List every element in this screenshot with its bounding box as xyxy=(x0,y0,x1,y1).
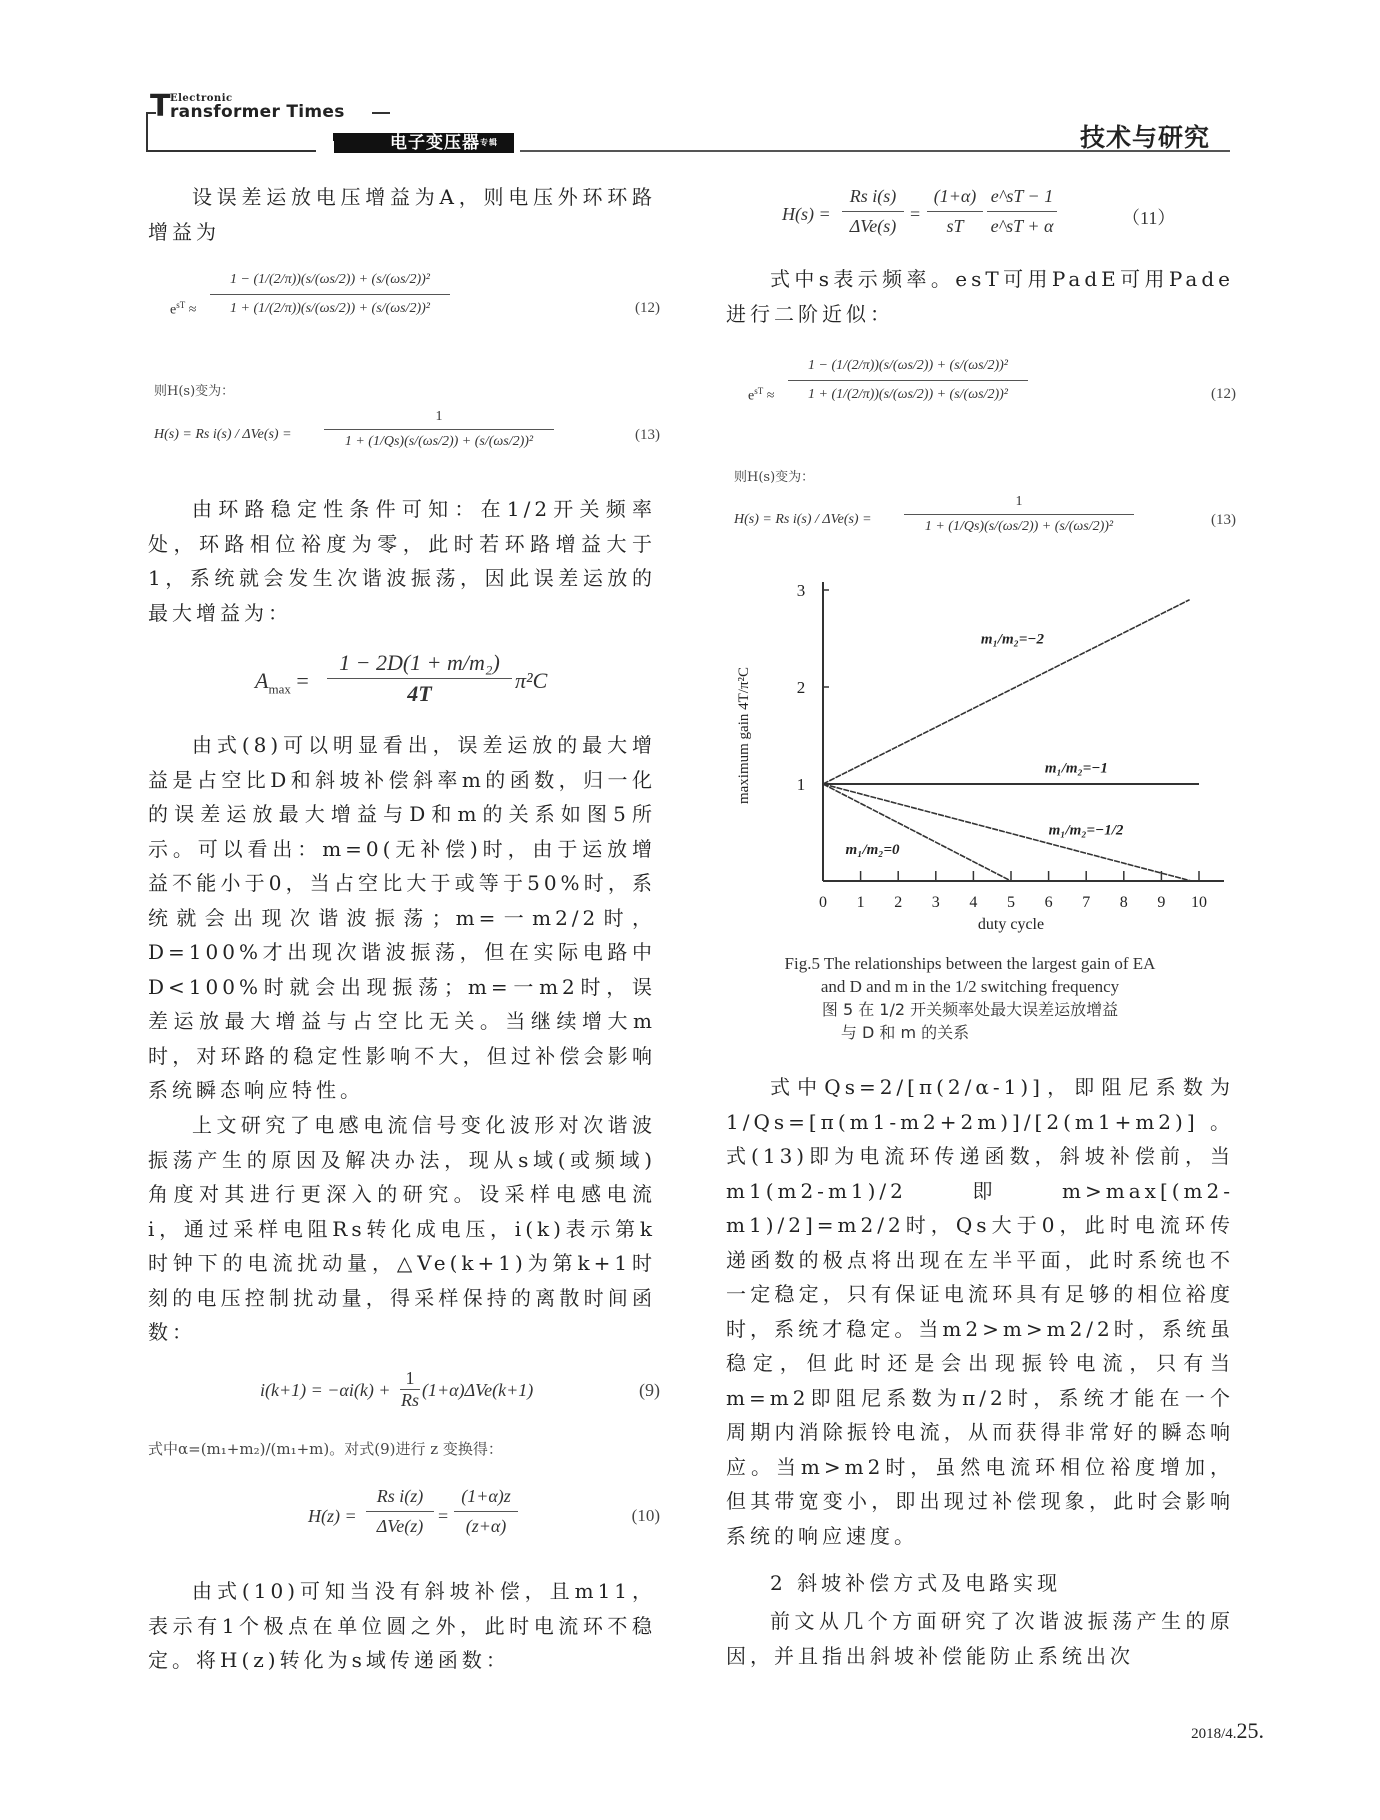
x-tick-label: 9 xyxy=(1157,894,1166,911)
left-paragraph-5 xyxy=(148,1574,656,1678)
eq-equals: = xyxy=(910,204,921,224)
equation-13 xyxy=(154,405,660,475)
equation-number: (12) xyxy=(1211,386,1236,402)
eq-lhs: H(s) = Rs i(s) / ΔVe(s) = xyxy=(154,427,292,442)
x-tick-label: 4 xyxy=(969,894,978,911)
eq-numerator: Rs i(z) xyxy=(366,1486,434,1512)
left-paragraph-2 xyxy=(148,492,656,630)
left-paragraph-1 xyxy=(148,180,656,249)
eq-equals: = xyxy=(296,668,309,693)
series-line-1 xyxy=(823,600,1190,784)
eq-numerator: 1 − (1/(2/π))(s/(ωs/2)) + (s/(ωs/2))² xyxy=(788,358,1028,381)
eq-numerator: 1 xyxy=(400,1368,420,1390)
header-rule xyxy=(146,112,148,152)
x-tick-label: 3 xyxy=(931,894,940,911)
section-title: 技术与研究 xyxy=(1080,123,1211,152)
alpha-definition: 式中α=(m₁+m₂)/(m₁+m)。对式(9)进行 z 变换得： xyxy=(148,1440,503,1458)
caption-cn-line1: 图 5 在 1/2 开关频率处最大误差运放增益 xyxy=(821,1000,1119,1019)
eq-lhs: H(s) = xyxy=(782,204,831,224)
series-label-2: m₁/m₂=−1 xyxy=(1044,760,1108,777)
x-tick-label: 10 xyxy=(1191,894,1207,911)
paragraph: 由式(8)可以明显看出，误差运放的最大增益是占空比D和斜坡补偿斜率m的函数，归一化的误差运放最大增益与D和m的关系如图5所示。可以看出：m=0(无补偿)时，由于运放增益不能小于0，当占空比大于或等于50%时，系统就会出现次谐波振荡；m=一m2/2时，D=100%才出现次谐波振荡，但在实际电路中D<100%时就会出现振荡；m=一m2时，误差运放最大增益与占空比无关。当继续增大m时，对环路的稳定性影响不大，但过补偿会影响系统瞬态响应特性。 xyxy=(148,733,656,1102)
equation-12-right xyxy=(748,348,1236,448)
series-line-3 xyxy=(823,784,1191,881)
eq-lhs: H(z) = xyxy=(308,1506,357,1526)
equation-number: (10) xyxy=(631,1506,660,1525)
x-tick-label: 6 xyxy=(1044,894,1053,911)
y-tick-label: 2 xyxy=(796,678,806,697)
eq-denominator: Rs xyxy=(401,1390,419,1410)
paragraph: 由式(10)可知当没有斜坡补偿，且m11，表示有1个极点在单位圆之外，此时电流环不稳定。将H(z)转化为s域传递函数： xyxy=(148,1579,656,1672)
eq-numerator: (1+α) xyxy=(927,186,983,212)
y-axis-label: maximum gain 4T/π²C xyxy=(736,666,752,805)
logo-cn xyxy=(390,133,498,153)
paragraph: 由环路稳定性条件可知：在1/2开关频率处，环路相位裕度为零，此时若环路增益大于1，系统就会发生次谐波振荡，因此误差运放的最大增益为： xyxy=(148,497,656,625)
eq-sup: sT xyxy=(176,300,186,310)
eq-denominator: 1 + (1/Qs)(s/(ωs/2)) + (s/(ωs/2))² xyxy=(924,519,1114,534)
left-paragraph-3 xyxy=(148,728,656,1108)
eq-lhs: e xyxy=(748,388,755,404)
x-tick-label: 2 xyxy=(894,894,903,911)
y-tick-label: 1 xyxy=(796,775,806,794)
page-number: 25. xyxy=(1236,1718,1264,1743)
eq-tail: π²C xyxy=(515,668,548,693)
eq-denominator: ΔVe(z) xyxy=(376,1516,424,1536)
eq-lhs: e xyxy=(170,302,177,318)
left-paragraph-4 xyxy=(148,1108,656,1350)
paragraph: 设误差运放电压增益为A，则电压外环环路增益为 xyxy=(148,185,656,244)
logo-initial: T xyxy=(150,89,171,124)
eq-sub: max xyxy=(268,681,291,697)
x-axis-label: duty cycle xyxy=(977,916,1045,933)
x-tick-label: 7 xyxy=(1082,894,1091,911)
equation-amax xyxy=(255,650,575,720)
section-heading: 2 斜坡补偿方式及电路实现 xyxy=(770,1571,1062,1595)
header-rule xyxy=(146,150,316,152)
paragraph: 前文从几个方面研究了次谐波振荡产生的原因，并且指出斜坡补偿能防止系统出次 xyxy=(726,1609,1234,1668)
page-footer xyxy=(1191,1718,1264,1744)
issue-date: 2018/4. xyxy=(1191,1726,1237,1742)
equation-number: （11） xyxy=(1122,208,1176,228)
equation-intro: 则H(s)变为： xyxy=(154,384,235,399)
eq-denominator: 1 + (1/Qs)(s/(ωs/2)) + (s/(ωs/2))² xyxy=(344,434,534,449)
eq-equals: = xyxy=(438,1506,449,1526)
logo-title: ransformer Times xyxy=(170,102,345,122)
equation-10 xyxy=(308,1486,660,1556)
x-tick-label: 0 xyxy=(819,894,827,911)
logo-cn-small: 专辑 xyxy=(480,138,498,147)
caption-cn-line2: 与 D 和 m 的关系 xyxy=(840,1023,970,1042)
equation-13-right xyxy=(734,490,1236,560)
eq-numerator: Rs i(s) xyxy=(842,186,904,212)
equation-number: (13) xyxy=(1211,512,1236,528)
paragraph: 上文研究了电感电流信号变化波形对次谐波振荡产生的原因及解决办法，现从s域(或频域)角度对其进行更深入的研究。设采样电感电流i，通过采样电阻Rs转化成电压，i(k)表示第k时钟下的电流扰动量，△Ve(k+1)为第k+1时刻的电压控制扰动量，得采样保持的离散时间函数： xyxy=(148,1113,656,1344)
series-label-1: m₁/m₂=−2 xyxy=(980,631,1045,648)
equation-number: (13) xyxy=(635,427,660,443)
figure-caption xyxy=(720,952,1220,1044)
eq-numerator: (1+α)z xyxy=(454,1486,518,1512)
eq-numerator: 1 − (1/(2/π))(s/(ωs/2)) + (s/(ωs/2))² xyxy=(210,272,450,295)
eq-denominator: (z+α) xyxy=(465,1516,507,1536)
eq-rhs: (1+α)ΔVe(k+1) xyxy=(422,1380,534,1400)
equation-number: (12) xyxy=(635,300,660,316)
right-heading xyxy=(726,1566,1234,1601)
eq-numerator: e^sT − 1 xyxy=(987,186,1057,212)
equation-11 xyxy=(782,186,1242,246)
x-tick-label: 5 xyxy=(1007,894,1015,911)
equation-9 xyxy=(260,1368,660,1428)
eq-approx: ≈ xyxy=(188,302,197,318)
eq-numerator: 1 xyxy=(904,494,1134,515)
right-paragraph-2 xyxy=(726,1070,1234,1553)
eq-denominator: 4T xyxy=(407,681,432,706)
logo-electronic: Electronic xyxy=(170,93,233,104)
y-tick-label: 3 xyxy=(796,581,806,600)
paragraph: 式中Qs=2/[π(2/α-1)]，即阻尼系数为1/Qs=[π(m1-m2+2m)]/[2(m1+m2)]。式(13)即为电流环传递函数，斜坡补偿前，当m1(m2-m1)/2即m>max[(m2-m1)/2]=m2/2时，Qs大于0，此时电流环传递函数的极点将出现在左半平面，此时系统也不一定稳定，只有保证电流环具有足够的相位裕度时，系统才稳定。当m2>m>m2/2时，系统虽稳定，但此时还是会出现振铃电流，只有当m=m2即阻尼系数为π/2时，系统才能在一个周期内消除振铃电流，从而获得非常好的瞬态响应。当m>m2时，虽然电流环相位裕度增加，但其带宽变小，即出现过补偿现象，此时会影响系统的响应速度。 xyxy=(726,1075,1234,1548)
eq-numerator: 1 − 2D(1 + m/m₂) xyxy=(327,650,512,679)
eq-denominator: e^sT + α xyxy=(990,216,1054,236)
right-paragraph-3 xyxy=(726,1604,1234,1673)
eq-denominator: sT xyxy=(946,216,964,236)
series-label-3: m₁/m₂=−1/2 xyxy=(1048,822,1124,839)
caption-en-line2: and D and m in the 1/2 switching frequency xyxy=(820,977,1120,996)
equation-intro: 则H(s)变为： xyxy=(734,470,815,485)
figure-5-chart xyxy=(720,570,1240,940)
eq-sup: sT xyxy=(754,386,764,396)
equation-number: (9) xyxy=(639,1380,660,1400)
eq-numerator: 1 xyxy=(324,409,554,430)
eq-denominator: 1 + (1/(2/π))(s/(ωs/2)) + (s/(ωs/2))² xyxy=(230,301,430,316)
paragraph: 式中s表示频率。esT可用PadE可用Pade进行二阶近似： xyxy=(726,267,1234,326)
caption-en-line1: Fig.5 The relationships between the largest gain of EA xyxy=(784,954,1156,973)
eq-lhs: A xyxy=(255,668,269,693)
equation-12 xyxy=(170,262,660,362)
logo-cn-text: 电子变压器 xyxy=(390,133,480,153)
eq-denominator: 1 + (1/(2/π))(s/(ωs/2)) + (s/(ωs/2))² xyxy=(808,387,1008,402)
eq-lhs: H(s) = Rs i(s) / ΔVe(s) = xyxy=(734,512,872,527)
right-paragraph-1 xyxy=(726,262,1234,331)
x-tick-label: 8 xyxy=(1119,894,1128,911)
eq-denominator: ΔVe(s) xyxy=(849,216,897,236)
eq-approx: ≈ xyxy=(766,388,775,404)
x-tick-label: 1 xyxy=(856,894,865,911)
series-line-4 xyxy=(823,784,1011,881)
eq-lhs: i(k+1) = −αi(k) + xyxy=(260,1380,391,1400)
series-label-4: m₁/m₂=0 xyxy=(845,841,900,858)
header-rule xyxy=(372,112,390,114)
